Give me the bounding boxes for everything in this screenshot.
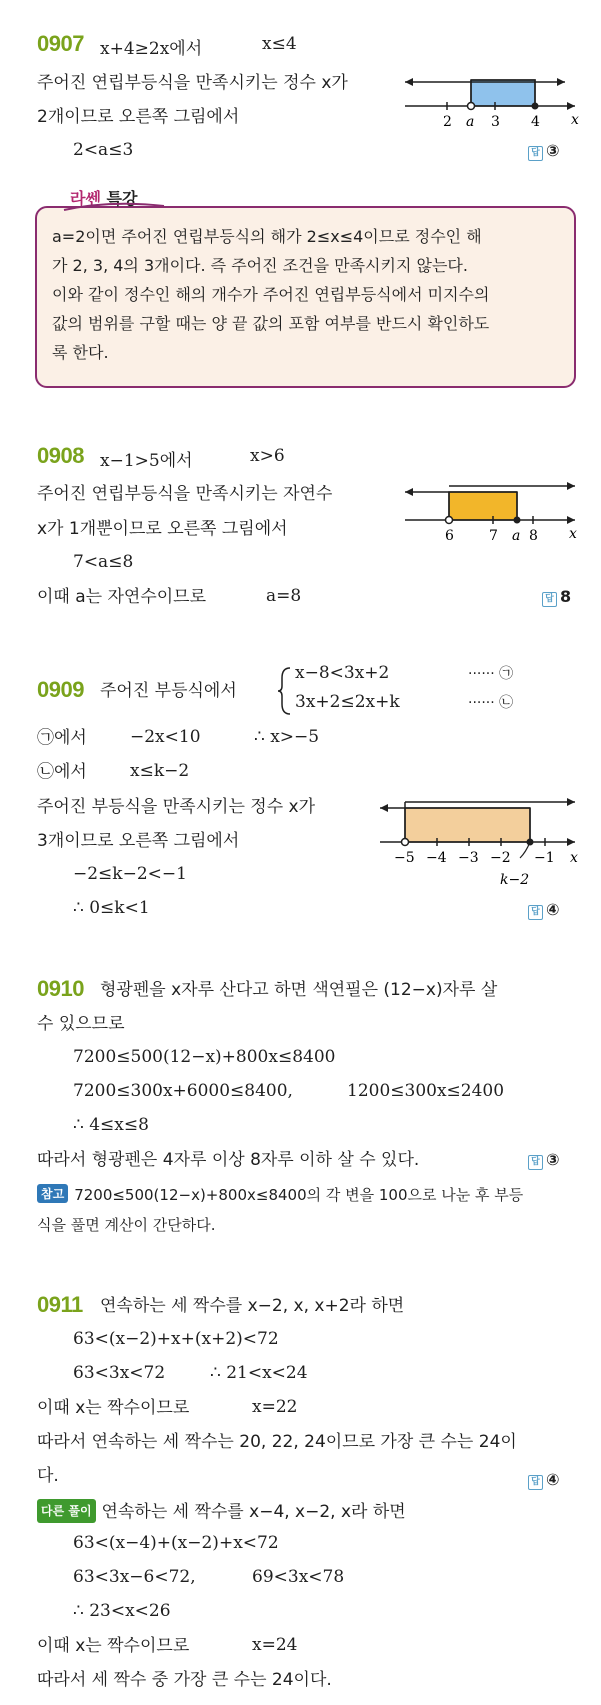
p0907-line4: 2<a≤3: [73, 140, 134, 160]
p0909-system-eq2: 3x+2≤2x+k: [295, 692, 400, 712]
p0909-line5: −2≤k−2<−1: [73, 864, 187, 884]
tick-label: −2: [490, 850, 511, 866]
answer-icon: 답: [528, 146, 543, 161]
special-title-label: 특강: [106, 189, 138, 208]
special-title-brand: 라쎈: [70, 189, 101, 208]
answer-value: 8: [560, 587, 572, 606]
p0911-line4b: x=22: [252, 1397, 298, 1417]
p0909-line6: ∴ 0≤k<1: [73, 898, 150, 918]
answer-value: ④: [546, 900, 560, 919]
p0909-line1a: ㉠에서: [37, 728, 87, 748]
p0907-line2: 주어진 연립부등식을 만족시키는 정수 x가: [37, 73, 348, 93]
axis-label: x: [570, 850, 578, 866]
tick-label: −3: [458, 850, 479, 866]
p0908-line3: x가 1개뿐이므로 오른쪽 그림에서: [37, 519, 288, 539]
answer-icon: 답: [528, 1155, 543, 1170]
tick-label: 2: [443, 114, 452, 130]
p0911-alt-line3a: 63<3x−6<72,: [73, 1567, 196, 1587]
tick-label: 3: [491, 114, 500, 130]
answer-0911: [528, 1470, 560, 1490]
closed-point: [532, 103, 539, 110]
p0910-line1: 형광펜을 x자루 산다고 하면 색연필은 (12−x)자루 살: [100, 980, 498, 1000]
answer-value: ④: [546, 1470, 560, 1489]
p0907-line1a: x+4≥2x에서: [100, 39, 203, 59]
p0909-line1c: ∴ x>−5: [254, 727, 320, 747]
boundary-label: k−2: [500, 872, 530, 888]
answer-0909: [528, 900, 560, 920]
answer-0907: [528, 141, 560, 161]
alt-text: 연속하는 세 짝수를 x−4, x−2, x라 하면: [101, 1502, 406, 1522]
special-line: 값의 범위를 구할 때는 양 끝 값의 포함 여부를 반드시 확인하도: [52, 314, 490, 333]
answer-0908: [542, 587, 571, 607]
answer-value: ③: [546, 141, 560, 160]
closed-point: [514, 517, 521, 524]
p0910-note-line1: [37, 1184, 523, 1205]
p0911-line1: 연속하는 세 짝수를 x−2, x, x+2라 하면: [100, 1296, 405, 1316]
answer-icon: 답: [528, 905, 543, 920]
tick-label: −1: [534, 850, 555, 866]
tick-label: −5: [394, 850, 415, 866]
problem-number-0909: 0909: [37, 677, 84, 702]
p0911-line3a: 63<3x<72: [73, 1363, 166, 1383]
p0911-alt-line4: ∴ 23<x<26: [73, 1601, 171, 1621]
tick-label: −4: [426, 850, 447, 866]
p0911-alt-line2: 63<(x−4)+(x−2)+x<72: [73, 1533, 279, 1553]
note-tag: 참고: [37, 1184, 68, 1203]
tick-label: a: [512, 528, 521, 544]
problem-number-0910: 0910: [37, 976, 84, 1001]
p0909-system-eq1: x−8<3x+2: [295, 663, 390, 683]
solution-range-fill: [405, 808, 530, 842]
answer-value: ③: [546, 1150, 560, 1169]
p0910-line2: 수 있으므로: [37, 1014, 125, 1034]
special-line: a=2이면 주어진 연립부등식의 해가 2≤x≤4이므로 정수인 해: [52, 227, 482, 246]
tick-label: 8: [529, 528, 538, 544]
p0909-line2a: ㉡에서: [37, 762, 87, 782]
p0910-line4a: 7200≤300x+6000≤8400,: [73, 1081, 293, 1101]
p0908-line4: 7<a≤8: [73, 552, 134, 572]
p0911-alt-line3b: 69<3x<78: [252, 1567, 345, 1587]
p0911-line5: 따라서 연속하는 세 짝수는 20, 22, 24이므로 가장 큰 수는 24이: [37, 1432, 517, 1452]
p0911-alt-line5b: x=24: [252, 1635, 298, 1655]
p0908-line2: 주어진 연립부등식을 만족시키는 자연수: [37, 484, 333, 504]
p0909-line4: 3개이므로 오른쪽 그림에서: [37, 831, 240, 851]
p0910-line4b: 1200≤300x≤2400: [347, 1081, 505, 1101]
alt-solution-tag: 다른 풀이: [37, 1499, 96, 1523]
answer-icon: 답: [542, 592, 557, 607]
p0908-line5a: 이때 a는 자연수이므로: [37, 587, 207, 607]
special-title-underline: [60, 198, 170, 214]
tick-label: 6: [445, 528, 454, 544]
tick-label: 7: [489, 528, 498, 544]
answer-icon: 답: [528, 1475, 543, 1490]
problem-number-0908: 0908: [37, 443, 84, 468]
open-point: [402, 839, 409, 846]
p0911-alt-line5a: 이때 x는 짝수이므로: [37, 1636, 190, 1656]
p0911-line6: 다.: [37, 1466, 59, 1486]
p0907-line1b: x≤4: [262, 34, 297, 54]
p0911-line2: 63<(x−2)+x+(x+2)<72: [73, 1329, 279, 1349]
p0909-line2b: x≤k−2: [130, 761, 190, 781]
p0911-line4a: 이때 x는 짝수이므로: [37, 1398, 190, 1418]
special-lecture-text: [52, 222, 562, 367]
p0910-note-line2: 식을 풀면 계산이 간단하다.: [37, 1216, 216, 1234]
open-point: [468, 103, 475, 110]
special-line: 이와 같이 정수인 해의 개수가 주어진 연립부등식에서 미지수의: [52, 285, 490, 304]
solution-range-fill: [471, 80, 535, 106]
special-line: 가 2, 3, 4의 3개이다. 즉 주어진 조건을 만족시키지 않는다.: [52, 256, 468, 275]
p0908-line1b: x>6: [250, 446, 285, 466]
solution-range-fill: [449, 492, 517, 520]
p0911-alt-line1: [37, 1499, 406, 1523]
problem-number-0911: 0911: [37, 1292, 83, 1317]
tick-label: a: [466, 114, 475, 130]
p0910-line3: 7200≤500(12−x)+800x≤8400: [73, 1047, 336, 1067]
p0908-line1a: x−1>5에서: [100, 451, 193, 471]
number-line-0908: [405, 476, 585, 546]
system-brace: [278, 666, 292, 716]
p0909-system-mark1: ······ ㉠: [468, 666, 514, 682]
p0911-line3b: ∴ 21<x<24: [210, 1363, 308, 1383]
p0910-line5: ∴ 4≤x≤8: [73, 1115, 149, 1135]
number-line-0907: [405, 68, 585, 138]
p0910-line6: 따라서 형광펜은 4자루 이상 8자루 이하 살 수 있다.: [37, 1150, 420, 1170]
special-line: 록 한다.: [52, 343, 109, 362]
p0909-system-mark2: ······ ㉡: [468, 695, 514, 711]
problem-number-0907: 0907: [37, 31, 84, 56]
open-point: [446, 517, 453, 524]
axis-label: x: [571, 112, 579, 128]
p0909-line1b: −2x<10: [130, 727, 201, 747]
number-line-0909: [380, 796, 585, 891]
p0907-line3: 2개이므로 오른쪽 그림에서: [37, 107, 240, 127]
answer-0910: [528, 1150, 560, 1170]
tick-label: 4: [531, 114, 540, 130]
p0908-line5b: a=8: [266, 586, 302, 606]
p0909-intro: 주어진 부등식에서: [100, 681, 237, 701]
p0911-alt-line6: 따라서 세 짝수 중 가장 큰 수는 24이다.: [37, 1670, 332, 1690]
p0909-line3: 주어진 부등식을 만족시키는 정수 x가: [37, 797, 316, 817]
axis-label: x: [569, 526, 577, 542]
note-text: 7200≤500(12−x)+800x≤8400의 각 변을 100으로 나눈 후 부등: [74, 1186, 524, 1204]
